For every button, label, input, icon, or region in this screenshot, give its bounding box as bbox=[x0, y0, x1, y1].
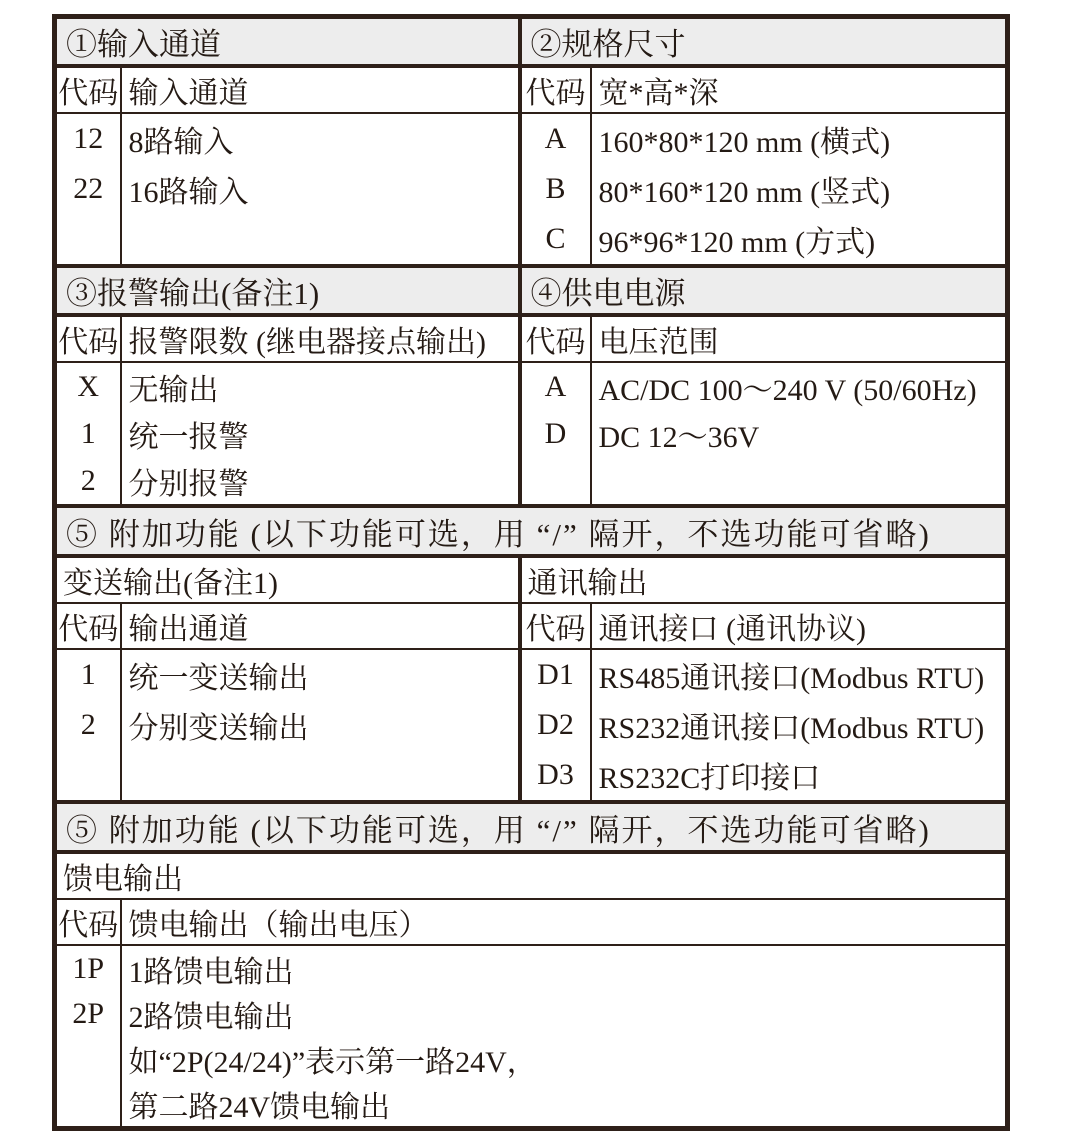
desc-value: 80*160*120 mm (竖式) bbox=[598, 176, 891, 209]
section4-power-supply-header: ④供电电源 bbox=[520, 266, 1008, 315]
s3-left-descs bbox=[121, 649, 520, 802]
desc-value: 16路输入 bbox=[128, 176, 249, 209]
section5-additional-functions-banner-1: ⑤ 附加功能 (以下功能可选，用 “/” 隔开，不选功能可省略) bbox=[55, 506, 1008, 556]
code-value: B bbox=[545, 172, 566, 205]
code-value: X bbox=[77, 369, 100, 403]
s1-right-desc-col-header: 宽*高*深 bbox=[591, 66, 1008, 113]
s4-descs bbox=[121, 945, 1008, 1129]
ordering-spec-table bbox=[52, 14, 1010, 1131]
s3-left-desc-col-header: 输出通道 bbox=[121, 603, 520, 649]
code-value: 22 bbox=[73, 172, 104, 205]
s1-left-desc-col-header: 输入通道 bbox=[121, 66, 520, 113]
s1-right-codes bbox=[520, 113, 591, 266]
code-value: 12 bbox=[73, 122, 104, 155]
s1-left-codes bbox=[55, 113, 121, 266]
s3-left-codes bbox=[55, 649, 121, 802]
s2-left-codes bbox=[55, 362, 121, 506]
s3-right-codes bbox=[520, 649, 591, 802]
feed-power-output-title: 馈电输出 bbox=[55, 852, 1008, 899]
desc-note-line: 第二路24V馈电输出 bbox=[128, 1090, 391, 1124]
desc-value: 2路馈电输出 bbox=[128, 1000, 294, 1034]
code-value: 2P bbox=[72, 996, 105, 1030]
code-value: 1 bbox=[80, 658, 96, 691]
transmit-output-title: 变送输出(备注1) bbox=[55, 556, 520, 603]
section3-alarm-output-header: ③报警输出(备注1) bbox=[55, 266, 520, 315]
s2-left-code-col-header: 代码 bbox=[55, 315, 121, 362]
desc-value: 无输出 bbox=[128, 373, 219, 407]
s3-right-code-col-header: 代码 bbox=[520, 603, 591, 649]
s1-right-code-col-header: 代码 bbox=[520, 66, 591, 113]
s2-right-descs bbox=[591, 362, 1008, 506]
code-value: C bbox=[545, 222, 566, 255]
desc-value: 8路输入 bbox=[128, 126, 234, 159]
s4-code-col-header: 代码 bbox=[55, 899, 121, 945]
s3-right-descs bbox=[591, 649, 1008, 802]
s2-right-desc-col-header: 电压范围 bbox=[591, 315, 1008, 362]
s1-right-descs bbox=[591, 113, 1008, 266]
code-value: D3 bbox=[537, 758, 574, 791]
section5-additional-functions-banner-2: ⑤ 附加功能 (以下功能可选，用 “/” 隔开，不选功能可省略) bbox=[55, 802, 1008, 852]
desc-value: 160*80*120 mm (横式) bbox=[598, 126, 891, 159]
s1-left-code-col-header: 代码 bbox=[55, 66, 121, 113]
code-value: D bbox=[544, 416, 567, 450]
desc-value: 统一报警 bbox=[128, 420, 249, 454]
code-value: A bbox=[544, 369, 567, 403]
desc-value: RS485通讯接口(Modbus RTU) bbox=[598, 662, 985, 695]
desc-value: 96*96*120 mm (方式) bbox=[598, 226, 876, 259]
code-value: 1 bbox=[80, 416, 96, 450]
desc-value: RS232通讯接口(Modbus RTU) bbox=[598, 712, 985, 745]
s2-left-desc-col-header: 报警限数 (继电器接点输出) bbox=[121, 315, 520, 362]
code-value: 2 bbox=[80, 708, 96, 741]
communication-output-title: 通讯输出 bbox=[520, 556, 1008, 603]
s3-left-code-col-header: 代码 bbox=[55, 603, 121, 649]
section1-input-channel-header: ①输入通道 bbox=[55, 17, 520, 67]
section2-dimension-header: ②规格尺寸 bbox=[520, 17, 1008, 67]
s4-codes bbox=[55, 945, 121, 1129]
s3-right-desc-col-header: 通讯接口 (通讯协议) bbox=[591, 603, 1008, 649]
desc-value: AC/DC 100～240 V (50/60Hz) bbox=[598, 373, 977, 407]
code-value: 1P bbox=[72, 951, 105, 985]
desc-note-line: 如“2P(24/24)”表示第一路24V， bbox=[128, 1045, 537, 1079]
desc-value: 1路馈电输出 bbox=[128, 955, 294, 989]
code-value: D2 bbox=[537, 708, 574, 741]
desc-value: 统一变送输出 bbox=[128, 662, 309, 695]
s2-left-descs bbox=[121, 362, 520, 506]
desc-value: DC 12～36V bbox=[598, 420, 760, 454]
s4-desc-col-header: 馈电输出（输出电压） bbox=[121, 899, 1008, 945]
desc-value: 分别报警 bbox=[128, 467, 249, 501]
desc-value: RS232C打印接口 bbox=[598, 762, 821, 795]
desc-value: 分别变送输出 bbox=[128, 712, 309, 745]
code-value: A bbox=[544, 122, 567, 155]
s2-right-codes bbox=[520, 362, 591, 506]
code-value: 2 bbox=[80, 463, 96, 497]
s1-left-descs bbox=[121, 113, 520, 266]
s2-right-code-col-header: 代码 bbox=[520, 315, 591, 362]
code-value: D1 bbox=[537, 658, 574, 691]
